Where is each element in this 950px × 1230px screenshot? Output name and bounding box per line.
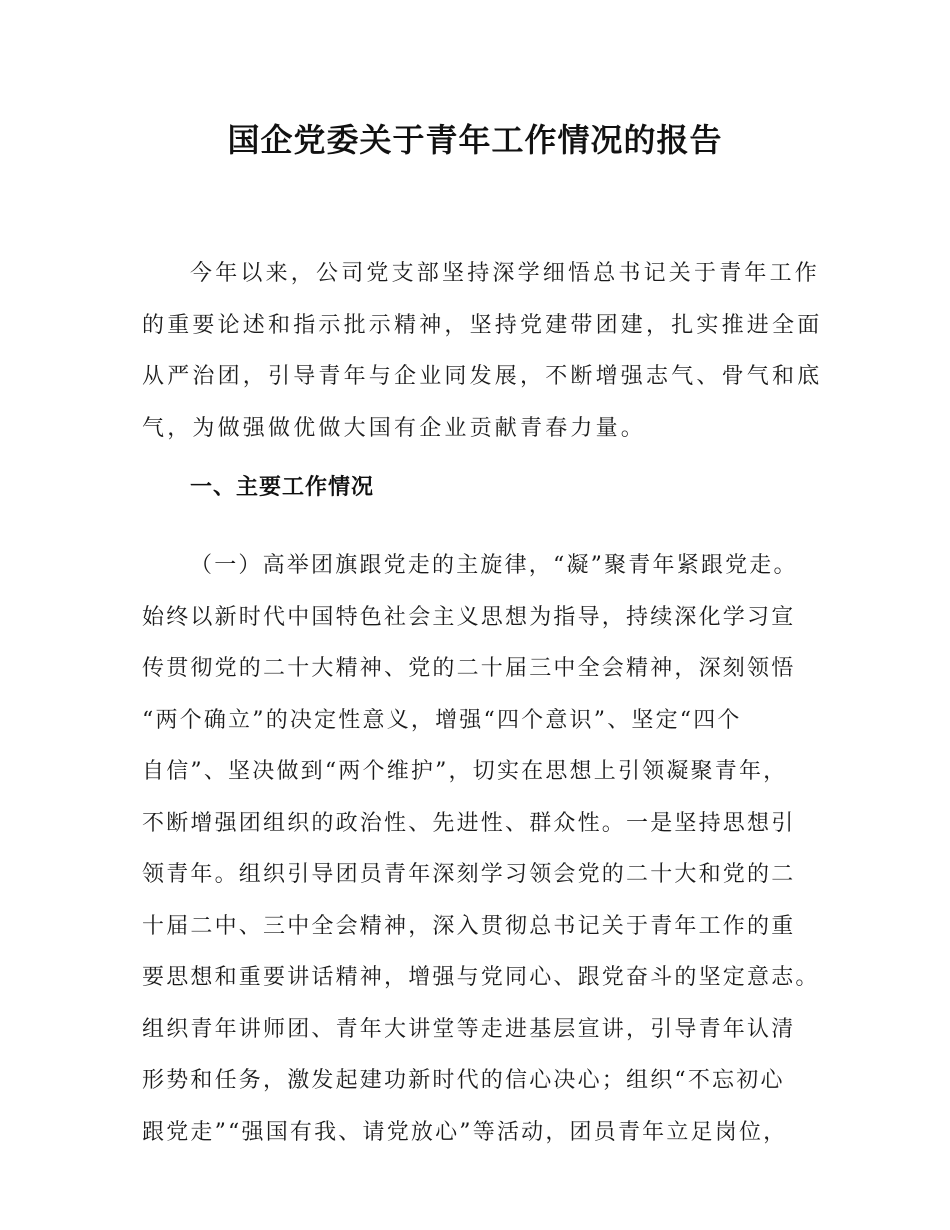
section1-line: 形势和任务，激发起建功新时代的信心决心；组织“不忘初心: [142, 1068, 785, 1093]
section1-paragraph: [142, 540, 826, 1158]
intro-line: 的重要论述和指示批示精神，坚持党建带团建，扎实推进全面: [142, 312, 823, 338]
section1-line: “两个确立”的决定性意义，增强“四个意识”、坚定“四个: [142, 707, 742, 733]
document-title: 国企党委关于青年工作情况的报告: [227, 121, 723, 159]
section1-line: 领青年。组织引导团员青年深刻学习领会党的二十大和党的二: [142, 862, 796, 887]
section1-line: 要思想和重要讲话精神，增强与党同心、跟党奋斗的坚定意志。: [142, 965, 820, 990]
intro-paragraph: [142, 248, 826, 454]
intro-line: 从严治团，引导青年与企业同发展，不断增强志气、骨气和底: [142, 364, 823, 389]
section1-line: 传贯彻党的二十大精神、党的二十届三中全会精神，深刻领悟: [142, 656, 796, 681]
section1-line: 自信”、坚决做到“两个维护”，切实在思想上引领凝聚青年，: [142, 759, 788, 784]
section1-line: （一）高举团旗跟党走的主旋律，“凝”聚青年紧跟党走。: [190, 553, 798, 578]
section-heading: 一、主要工作情况: [190, 475, 375, 500]
intro-line: 气，为做强做优做大国有企业贡献青春力量。: [142, 415, 647, 441]
section1-line: 跟党走”“强国有我、请党放心”等活动，团员青年立足岗位，: [142, 1119, 788, 1145]
section1-line: 十届二中、三中全会精神，深入贯彻总书记关于青年工作的重: [142, 913, 796, 939]
intro-line: 今年以来，公司党支部坚持深学细悟总书记关于青年工作: [190, 261, 821, 286]
section1-line: 始终以新时代中国特色社会主义思想为指导，持续深化学习宣: [142, 604, 796, 630]
section1-line: 组织青年讲师团、青年大讲堂等走进基层宣讲，引导青年认清: [142, 1016, 796, 1042]
section1-line: 不断增强团组织的政治性、先进性、群众性。一是坚持思想引: [142, 810, 796, 836]
